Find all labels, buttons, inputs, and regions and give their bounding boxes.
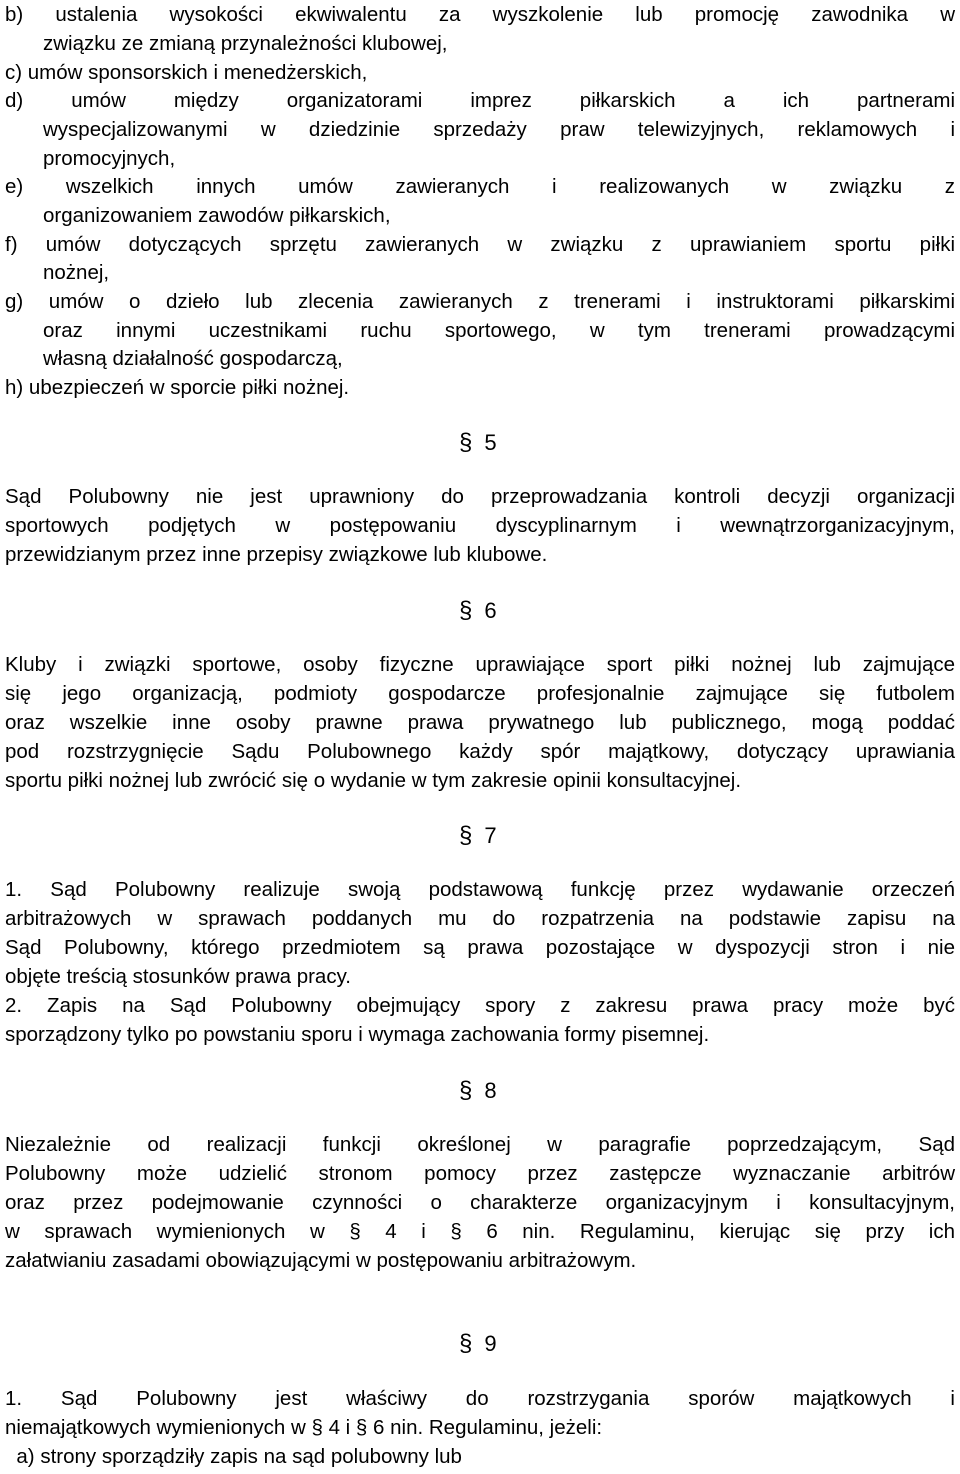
section-symbol: § (459, 597, 473, 624)
section-symbol: § (459, 1330, 473, 1357)
text-line: objęte treścią stosunków prawa pracy. (5, 965, 352, 988)
section-number: 7 (484, 823, 497, 848)
text-line: oraz wszelkie inne osoby prawne prawa prywatnego lub publicznego, mogą poddać (5, 711, 955, 734)
text-line: w sprawach wymienionych w § 4 i § 6 nin. Regulaminu, kierując się przy ich (5, 1220, 955, 1243)
section-number: 6 (484, 598, 497, 623)
section-heading-9 (459, 1329, 659, 1359)
text-line: przewidzianym przez inne przepisy związkowe lub klubowe. (5, 543, 548, 566)
section-heading-6 (459, 596, 659, 626)
text-line: Kluby i związki sportowe, osoby fizyczne uprawiające sport piłki nożnej lub zajmujące (5, 653, 955, 676)
text-line: 1. Sąd Polubowny jest właściwy do rozstrzygania sporów majątkowych i (5, 1387, 955, 1410)
text-line: g) umów o dzieło lub zlecenia zawieranych z trenerami i instruktorami piłkarskimi (5, 290, 955, 313)
text-line: 1. Sąd Polubowny realizuje swoją podstawową funkcję przez wydawanie orzeczeń (5, 878, 955, 901)
text-line: się jego organizacją, podmioty gospodarcze profesjonalnie zajmujące się futbolem (5, 682, 955, 705)
section-heading-7 (459, 821, 659, 851)
section-symbol: § (459, 822, 473, 849)
text-line: b) ustalenia wysokości ekwiwalentu za wyszkolenie lub promocję zawodnika w (5, 3, 955, 26)
text-line: Polubowny może udzielić stronom pomocy przez zastępcze wyznaczanie arbitrów (5, 1162, 955, 1185)
text-line: załatwianiu zasadami obowiązującymi w postępowaniu arbitrażowym. (5, 1249, 637, 1272)
text-line: e) wszelkich innych umów zawieranych i realizowanych w związku z (5, 175, 955, 198)
text-line: Sąd Polubowny nie jest uprawniony do przeprowadzania kontroli decyzji organizacji (5, 485, 955, 508)
section-number: 5 (484, 430, 497, 455)
text-line: promocyjnych, (43, 147, 176, 170)
text-line: arbitrażowych w sprawach poddanych mu do rozpatrzenia na podstawie zapisu na (5, 907, 955, 930)
section-heading-8 (459, 1076, 659, 1106)
text-line: d) umów między organizatorami imprez piłkarskich a ich partnerami (5, 89, 955, 112)
section-number: 8 (484, 1078, 497, 1103)
text-line: 2. Zapis na Sąd Polubowny obejmujący spory z zakresu prawa pracy może być (5, 994, 955, 1017)
section-heading-5 (459, 428, 659, 458)
section-symbol: § (459, 1077, 473, 1104)
text-line: Sąd Polubowny, którego przedmiotem są prawa pozostające w dyspozycji stron i nie (5, 936, 955, 959)
text-line: oraz przez podejmowanie czynności o charakterze organizacyjnym i konsultacyjnym, (5, 1191, 955, 1214)
text-line: sportowych podjętych w postępowaniu dyscyplinarnym i wewnątrzorganizacyjnym, (5, 514, 955, 537)
text-line: nożnej, (43, 261, 110, 284)
text-line: f) umów dotyczących sprzętu zawieranych w związku z uprawianiem sportu piłki (5, 233, 955, 256)
text-line: związku ze zmianą przynależności klubowej, (43, 32, 448, 55)
text-line: h) ubezpieczeń w sporcie piłki nożnej. (5, 376, 350, 399)
text-line: sporządzony tylko po powstaniu sporu i wymaga zachowania formy pisemnej. (5, 1023, 710, 1046)
text-line: oraz innymi uczestnikami ruchu sportowego, w tym trenerami prowadzącymi (43, 319, 955, 342)
section-symbol: § (459, 429, 473, 456)
text-line: niemajątkowych wymienionych w § 4 i § 6 nin. Regulaminu, jeżeli: (5, 1416, 603, 1439)
text-line: wyspecjalizowanymi w dziedzinie sprzedaży praw telewizyjnych, reklamowych i (43, 118, 955, 141)
text-line: sportu piłki nożnej lub zwrócić się o wydanie w tym zakresie opinii konsultacyjnej. (5, 769, 742, 792)
text-line: Niezależnie od realizacji funkcji określonej w paragrafie poprzedzającym, Sąd (5, 1133, 955, 1156)
text-line: własną działalność gospodarczą, (43, 347, 343, 370)
text-line: organizowaniem zawodów piłkarskich, (43, 204, 391, 227)
text-line: a) strony sporządziły zapis na sąd polubowny lub (5, 1445, 462, 1468)
text-line: pod rozstrzygnięcie Sądu Polubownego każdy spór majątkowy, dotyczący uprawiania (5, 740, 955, 763)
text-line: c) umów sponsorskich i menedżerskich, (5, 61, 368, 84)
section-number: 9 (484, 1331, 497, 1356)
